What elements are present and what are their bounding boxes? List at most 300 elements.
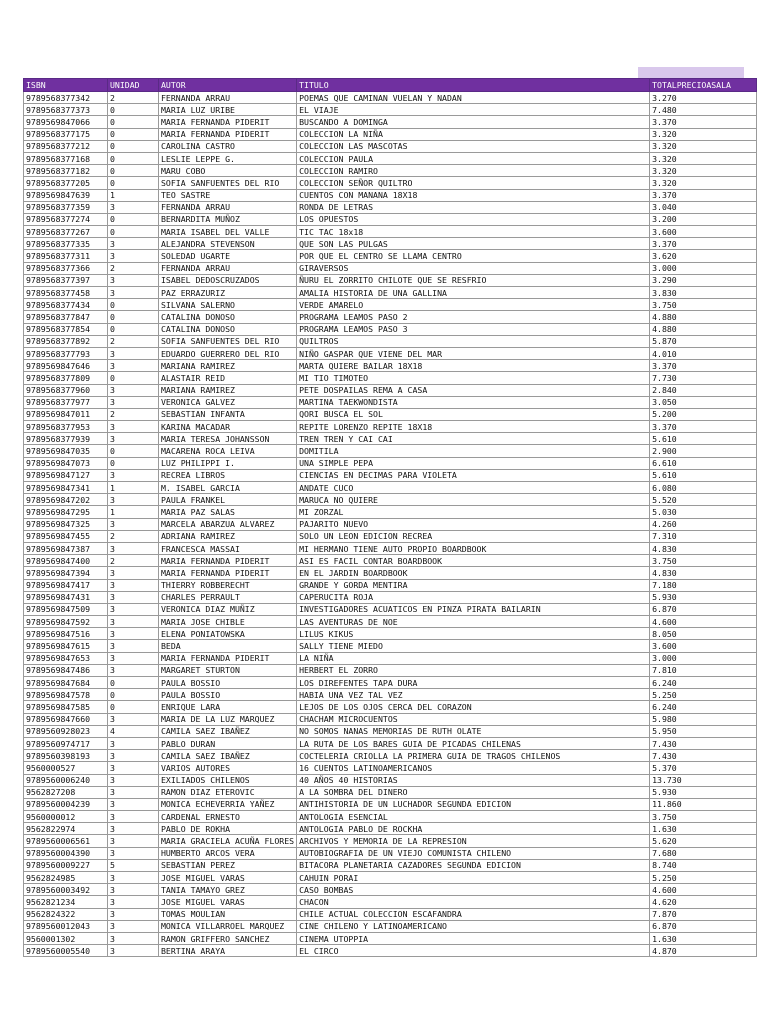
precio-cell[interactable]: 4.600 <box>650 884 757 896</box>
titulo-cell[interactable]: SOLO UN LEON EDICION RECREA <box>297 530 650 542</box>
titulo-cell[interactable]: ÑURU EL ZORRITO CHILOTE QUE SE RESFRIO <box>297 274 650 286</box>
precio-cell[interactable]: 5.980 <box>650 713 757 725</box>
precio-cell[interactable]: 5.950 <box>650 725 757 737</box>
isbn-cell[interactable]: 9789568377335 <box>24 238 108 250</box>
unidad-cell[interactable]: 2 <box>108 530 159 542</box>
unidad-cell[interactable]: 3 <box>108 579 159 591</box>
isbn-cell[interactable]: 9560000012 <box>24 811 108 823</box>
unidad-cell[interactable]: 3 <box>108 250 159 262</box>
titulo-cell[interactable]: BUSCANDO A DOMINGA <box>297 116 650 128</box>
autor-cell[interactable]: FERNANDA ARRAU <box>159 262 297 274</box>
precio-cell[interactable]: 3.750 <box>650 299 757 311</box>
unidad-cell[interactable]: 3 <box>108 360 159 372</box>
unidad-cell[interactable]: 2 <box>108 408 159 420</box>
precio-cell[interactable]: 5.620 <box>650 835 757 847</box>
autor-cell[interactable]: CATALINA DONOSO <box>159 323 297 335</box>
isbn-cell[interactable]: 9560000527 <box>24 762 108 774</box>
titulo-cell[interactable]: LA RUTA DE LOS BARES GUIA DE PICADAS CHILENAS <box>297 737 650 749</box>
titulo-cell[interactable]: HERBERT EL ZORRO <box>297 664 650 676</box>
unidad-cell[interactable]: 0 <box>108 457 159 469</box>
autor-cell[interactable]: MARGARET STURTON <box>159 664 297 676</box>
titulo-cell[interactable]: COLECCION SEÑOR QUILTRO <box>297 177 650 189</box>
autor-cell[interactable]: MARCELA ABARZUA ALVAREZ <box>159 518 297 530</box>
precio-cell[interactable]: 3.270 <box>650 92 757 104</box>
precio-cell[interactable]: 3.050 <box>650 396 757 408</box>
precio-cell[interactable]: 6.240 <box>650 701 757 713</box>
unidad-cell[interactable]: 3 <box>108 713 159 725</box>
precio-cell[interactable]: 4.880 <box>650 311 757 323</box>
isbn-cell[interactable]: 9789569847202 <box>24 494 108 506</box>
titulo-cell[interactable]: LAS AVENTURAS DE NOE <box>297 616 650 628</box>
autor-cell[interactable]: MARIA FERNANDA PIDERIT <box>159 652 297 664</box>
isbn-cell[interactable]: 9789560004239 <box>24 798 108 810</box>
isbn-cell[interactable]: 9562827208 <box>24 786 108 798</box>
precio-cell[interactable]: 3.370 <box>650 116 757 128</box>
titulo-cell[interactable]: DOMITILA <box>297 445 650 457</box>
unidad-cell[interactable]: 3 <box>108 872 159 884</box>
titulo-cell[interactable]: ANTOLOGIA PABLO DE ROCKHA <box>297 823 650 835</box>
titulo-cell[interactable]: LOS DIREFENTES TAPA DURA <box>297 677 650 689</box>
titulo-cell[interactable]: SALLY TIENE MIEDO <box>297 640 650 652</box>
titulo-cell[interactable]: CASO BOMBAS <box>297 884 650 896</box>
autor-cell[interactable]: MONICA ECHEVERRIA YAÑEZ <box>159 798 297 810</box>
precio-cell[interactable]: 3.750 <box>650 811 757 823</box>
precio-cell[interactable]: 3.320 <box>650 140 757 152</box>
titulo-cell[interactable]: 16 CUENTOS LATINOAMERICANOS <box>297 762 650 774</box>
isbn-cell[interactable]: 9789569847516 <box>24 628 108 640</box>
precio-cell[interactable]: 4.600 <box>650 616 757 628</box>
autor-cell[interactable]: THIERRY ROBBERECHT <box>159 579 297 591</box>
autor-cell[interactable]: BERTINA ARAYA <box>159 945 297 957</box>
autor-cell[interactable]: JOSE MIGUEL VARAS <box>159 872 297 884</box>
titulo-cell[interactable]: EL CIRCO <box>297 945 650 957</box>
titulo-cell[interactable]: CAPERUCITA ROJA <box>297 591 650 603</box>
precio-cell[interactable]: 3.320 <box>650 152 757 164</box>
autor-cell[interactable]: MARIA FERNANDA PIDERIT <box>159 555 297 567</box>
unidad-cell[interactable]: 3 <box>108 811 159 823</box>
unidad-cell[interactable]: 0 <box>108 213 159 225</box>
isbn-cell[interactable]: 9789560974717 <box>24 737 108 749</box>
isbn-cell[interactable]: 9789568377373 <box>24 104 108 116</box>
autor-cell[interactable]: SILVANA SALERNO <box>159 299 297 311</box>
precio-cell[interactable]: 5.030 <box>650 506 757 518</box>
isbn-cell[interactable]: 9789568377212 <box>24 140 108 152</box>
titulo-cell[interactable]: MI ZORZAL <box>297 506 650 518</box>
isbn-cell[interactable]: 9789568377205 <box>24 177 108 189</box>
titulo-cell[interactable]: TIC TAC 18x18 <box>297 226 650 238</box>
unidad-cell[interactable]: 2 <box>108 262 159 274</box>
autor-cell[interactable]: HUMBERTO ARCOS VERA <box>159 847 297 859</box>
titulo-cell[interactable]: MI HERMANO TIENE AUTO PROPIO BOARDBOOK <box>297 542 650 554</box>
autor-cell[interactable]: ALASTAIR REID <box>159 372 297 384</box>
titulo-cell[interactable]: PETE DOSPAILAS REMA A CASA <box>297 384 650 396</box>
isbn-cell[interactable]: 9789568377960 <box>24 384 108 396</box>
autor-cell[interactable]: MARIA FERNANDA PIDERIT <box>159 128 297 140</box>
titulo-cell[interactable]: AUTOBIOGRAFIA DE UN VIEJO COMUNISTA CHILENO <box>297 847 650 859</box>
isbn-cell[interactable]: 9789568377434 <box>24 299 108 311</box>
autor-cell[interactable]: FERNANDA ARRAU <box>159 201 297 213</box>
precio-cell[interactable]: 5.610 <box>650 433 757 445</box>
autor-cell[interactable]: MARIA GRACIELA ACUÑA FLORES <box>159 835 297 847</box>
precio-cell[interactable]: 7.430 <box>650 750 757 762</box>
isbn-cell[interactable]: 9789560928023 <box>24 725 108 737</box>
unidad-cell[interactable]: 3 <box>108 347 159 359</box>
unidad-cell[interactable]: 0 <box>108 323 159 335</box>
precio-cell[interactable]: 7.870 <box>650 908 757 920</box>
isbn-cell[interactable]: 9789568377366 <box>24 262 108 274</box>
isbn-cell[interactable]: 9789560004390 <box>24 847 108 859</box>
precio-cell[interactable]: 2.900 <box>650 445 757 457</box>
autor-cell[interactable]: PABLO DE ROKHA <box>159 823 297 835</box>
unidad-cell[interactable]: 3 <box>108 384 159 396</box>
autor-cell[interactable]: M. ISABEL GARCIA <box>159 482 297 494</box>
isbn-cell[interactable]: 9789560009227 <box>24 859 108 871</box>
precio-cell[interactable]: 2.840 <box>650 384 757 396</box>
titulo-cell[interactable]: NIÑO GASPAR QUE VIENE DEL MAR <box>297 347 650 359</box>
unidad-cell[interactable]: 0 <box>108 128 159 140</box>
isbn-cell[interactable]: 9789568377854 <box>24 323 108 335</box>
titulo-cell[interactable]: VERDE AMARELO <box>297 299 650 311</box>
precio-cell[interactable]: 11.860 <box>650 798 757 810</box>
unidad-cell[interactable]: 0 <box>108 116 159 128</box>
precio-cell[interactable]: 5.370 <box>650 762 757 774</box>
titulo-cell[interactable]: COLECCION RAMIRO <box>297 165 650 177</box>
precio-cell[interactable]: 13.730 <box>650 774 757 786</box>
autor-cell[interactable]: PAULA BOSSIO <box>159 689 297 701</box>
isbn-cell[interactable]: 9562824322 <box>24 908 108 920</box>
titulo-cell[interactable]: ANTOLOGIA ESENCIAL <box>297 811 650 823</box>
precio-cell[interactable]: 4.830 <box>650 567 757 579</box>
autor-cell[interactable]: CATALINA DONOSO <box>159 311 297 323</box>
autor-cell[interactable]: EDUARDO GUERRERO DEL RIO <box>159 347 297 359</box>
titulo-cell[interactable]: COLECCION LAS MASCOTAS <box>297 140 650 152</box>
precio-cell[interactable]: 6.240 <box>650 677 757 689</box>
isbn-cell[interactable]: 9789569847615 <box>24 640 108 652</box>
unidad-cell[interactable]: 3 <box>108 932 159 944</box>
isbn-cell[interactable]: 9562821234 <box>24 896 108 908</box>
titulo-cell[interactable]: CHILE ACTUAL COLECCION ESCAFANDRA <box>297 908 650 920</box>
titulo-cell[interactable]: COLECCION LA NIÑA <box>297 128 650 140</box>
precio-cell[interactable]: 1.630 <box>650 932 757 944</box>
autor-cell[interactable]: MARIA DE LA LUZ MARQUEZ <box>159 713 297 725</box>
unidad-cell[interactable]: 0 <box>108 701 159 713</box>
autor-cell[interactable]: MARIA FERNANDA PIDERIT <box>159 116 297 128</box>
precio-cell[interactable]: 3.320 <box>650 177 757 189</box>
autor-cell[interactable]: MARIANA RAMIREZ <box>159 360 297 372</box>
autor-cell[interactable]: MONICA VILLARROEL MARQUEZ <box>159 920 297 932</box>
unidad-cell[interactable]: 0 <box>108 372 159 384</box>
autor-cell[interactable]: ADRIANA RAMIREZ <box>159 530 297 542</box>
unidad-cell[interactable]: 0 <box>108 677 159 689</box>
isbn-cell[interactable]: 9789568377847 <box>24 311 108 323</box>
isbn-cell[interactable]: 9789569847486 <box>24 664 108 676</box>
isbn-cell[interactable]: 9789569847066 <box>24 116 108 128</box>
autor-cell[interactable]: CAMILA SAEZ IBAÑEZ <box>159 750 297 762</box>
precio-cell[interactable]: 3.370 <box>650 189 757 201</box>
precio-cell[interactable]: 6.870 <box>650 603 757 615</box>
isbn-cell[interactable]: 9789560003492 <box>24 884 108 896</box>
titulo-cell[interactable]: CUENTOS CON MANANA 18X18 <box>297 189 650 201</box>
isbn-cell[interactable]: 9789568377809 <box>24 372 108 384</box>
unidad-cell[interactable]: 2 <box>108 555 159 567</box>
titulo-cell[interactable]: RONDA DE LETRAS <box>297 201 650 213</box>
precio-cell[interactable]: 3.600 <box>650 226 757 238</box>
unidad-cell[interactable]: 3 <box>108 737 159 749</box>
autor-cell[interactable]: TANIA TAMAYO GREZ <box>159 884 297 896</box>
unidad-cell[interactable]: 3 <box>108 396 159 408</box>
autor-cell[interactable]: KARINA MACADAR <box>159 421 297 433</box>
isbn-cell[interactable]: 9789560398193 <box>24 750 108 762</box>
autor-cell[interactable]: EXILIADOS CHILENOS <box>159 774 297 786</box>
autor-cell[interactable]: PAZ ERRAZURIZ <box>159 287 297 299</box>
titulo-cell[interactable]: ARCHIVOS Y MEMORIA DE LA REPRESION <box>297 835 650 847</box>
unidad-cell[interactable]: 3 <box>108 433 159 445</box>
isbn-cell[interactable]: 9789569847011 <box>24 408 108 420</box>
isbn-cell[interactable]: 9789560012043 <box>24 920 108 932</box>
column-header-totalprecioasala[interactable]: TOTALPRECIOASALA <box>650 79 757 92</box>
autor-cell[interactable]: SOLEDAD UGARTE <box>159 250 297 262</box>
unidad-cell[interactable]: 3 <box>108 750 159 762</box>
autor-cell[interactable]: CAROLINA CASTRO <box>159 140 297 152</box>
titulo-cell[interactable]: PROGRAMA LEAMOS PASO 2 <box>297 311 650 323</box>
unidad-cell[interactable]: 3 <box>108 823 159 835</box>
titulo-cell[interactable]: CHACHAM MICROCUENTOS <box>297 713 650 725</box>
unidad-cell[interactable]: 0 <box>108 445 159 457</box>
column-header-isbn[interactable]: ISBN <box>24 79 108 92</box>
isbn-cell[interactable]: 9789569847400 <box>24 555 108 567</box>
unidad-cell[interactable]: 3 <box>108 421 159 433</box>
titulo-cell[interactable]: NO SOMOS NANAS MEMORIAS DE RUTH OLATE <box>297 725 650 737</box>
precio-cell[interactable]: 7.810 <box>650 664 757 676</box>
unidad-cell[interactable]: 3 <box>108 908 159 920</box>
titulo-cell[interactable]: GRANDE Y GORDA MENTIRA <box>297 579 650 591</box>
titulo-cell[interactable]: GIRAVERSOS <box>297 262 650 274</box>
precio-cell[interactable]: 5.520 <box>650 494 757 506</box>
precio-cell[interactable]: 7.730 <box>650 372 757 384</box>
isbn-cell[interactable]: 9789569847509 <box>24 603 108 615</box>
autor-cell[interactable]: JOSE MIGUEL VARAS <box>159 896 297 908</box>
titulo-cell[interactable]: HABIA UNA VEZ TAL VEZ <box>297 689 650 701</box>
isbn-cell[interactable]: 9789569847341 <box>24 482 108 494</box>
precio-cell[interactable]: 4.880 <box>650 323 757 335</box>
precio-cell[interactable]: 3.370 <box>650 421 757 433</box>
precio-cell[interactable]: 1.630 <box>650 823 757 835</box>
isbn-cell[interactable]: 9789569847127 <box>24 469 108 481</box>
autor-cell[interactable]: LESLIE LEPPE G. <box>159 152 297 164</box>
isbn-cell[interactable]: 9560001302 <box>24 932 108 944</box>
isbn-cell[interactable]: 9789568377793 <box>24 347 108 359</box>
precio-cell[interactable]: 6.870 <box>650 920 757 932</box>
titulo-cell[interactable]: POEMAS QUE CAMINAN VUELAN Y NADAN <box>297 92 650 104</box>
unidad-cell[interactable]: 3 <box>108 945 159 957</box>
isbn-cell[interactable]: 9789569847394 <box>24 567 108 579</box>
isbn-cell[interactable]: 9789568377939 <box>24 433 108 445</box>
titulo-cell[interactable]: LILUS KIKUS <box>297 628 650 640</box>
titulo-cell[interactable]: CINEMA UTOPPIA <box>297 932 650 944</box>
isbn-cell[interactable]: 9789568377892 <box>24 335 108 347</box>
unidad-cell[interactable]: 0 <box>108 165 159 177</box>
unidad-cell[interactable]: 3 <box>108 835 159 847</box>
isbn-cell[interactable]: 9789568377359 <box>24 201 108 213</box>
autor-cell[interactable]: VERONICA GALVEZ <box>159 396 297 408</box>
autor-cell[interactable]: FRANCESCA MASSAI <box>159 542 297 554</box>
titulo-cell[interactable]: TREN TREN Y CAI CAI <box>297 433 650 445</box>
isbn-cell[interactable]: 9789569847578 <box>24 689 108 701</box>
unidad-cell[interactable]: 3 <box>108 494 159 506</box>
isbn-cell[interactable]: 9789569847684 <box>24 677 108 689</box>
titulo-cell[interactable]: BITACORA PLANETARIA CAZADORES SEGUNDA EDICION <box>297 859 650 871</box>
autor-cell[interactable]: MARIANA RAMIREZ <box>159 384 297 396</box>
precio-cell[interactable]: 3.750 <box>650 555 757 567</box>
titulo-cell[interactable]: AMALIA HISTORIA DE UNA GALLINA <box>297 287 650 299</box>
autor-cell[interactable]: LUZ PHILIPPI I. <box>159 457 297 469</box>
titulo-cell[interactable]: MARUCA NO QUIERE <box>297 494 650 506</box>
autor-cell[interactable]: MARU COBO <box>159 165 297 177</box>
unidad-cell[interactable]: 3 <box>108 287 159 299</box>
autor-cell[interactable]: TEO SASTRE <box>159 189 297 201</box>
autor-cell[interactable]: FERNANDA ARRAU <box>159 92 297 104</box>
autor-cell[interactable]: PAULA BOSSIO <box>159 677 297 689</box>
precio-cell[interactable]: 5.250 <box>650 689 757 701</box>
titulo-cell[interactable]: POR QUE EL CENTRO SE LLAMA CENTRO <box>297 250 650 262</box>
isbn-cell[interactable]: 9789569847295 <box>24 506 108 518</box>
autor-cell[interactable]: SEBASTIAN PEREZ <box>159 859 297 871</box>
autor-cell[interactable]: ENRIQUE LARA <box>159 701 297 713</box>
autor-cell[interactable]: MARIA PAZ SALAS <box>159 506 297 518</box>
autor-cell[interactable]: CAMILA SAEZ IBAÑEZ <box>159 725 297 737</box>
autor-cell[interactable]: MARIA JOSE CHIBLE <box>159 616 297 628</box>
precio-cell[interactable]: 5.200 <box>650 408 757 420</box>
unidad-cell[interactable]: 2 <box>108 92 159 104</box>
precio-cell[interactable]: 3.830 <box>650 287 757 299</box>
titulo-cell[interactable]: CAHUIN PORAI <box>297 872 650 884</box>
unidad-cell[interactable]: 4 <box>108 725 159 737</box>
titulo-cell[interactable]: ANTIHISTORIA DE UN LUCHADOR SEGUNDA EDICION <box>297 798 650 810</box>
unidad-cell[interactable]: 3 <box>108 567 159 579</box>
autor-cell[interactable]: CARDENAL ERNESTO <box>159 811 297 823</box>
unidad-cell[interactable]: 3 <box>108 628 159 640</box>
precio-cell[interactable]: 7.310 <box>650 530 757 542</box>
unidad-cell[interactable]: 3 <box>108 896 159 908</box>
titulo-cell[interactable]: 40 AÑOS 40 HISTORIAS <box>297 774 650 786</box>
isbn-cell[interactable]: 9789568377342 <box>24 92 108 104</box>
unidad-cell[interactable]: 3 <box>108 774 159 786</box>
titulo-cell[interactable]: LOS OPUESTOS <box>297 213 650 225</box>
precio-cell[interactable]: 3.200 <box>650 213 757 225</box>
titulo-cell[interactable]: INVESTIGADORES ACUATICOS EN PINZA PIRATA BAILARIN <box>297 603 650 615</box>
isbn-cell[interactable]: 9789569847653 <box>24 652 108 664</box>
titulo-cell[interactable]: QORI BUSCA EL SOL <box>297 408 650 420</box>
autor-cell[interactable]: TOMAS MOULIAN <box>159 908 297 920</box>
isbn-cell[interactable]: 9789569847585 <box>24 701 108 713</box>
isbn-cell[interactable]: 9789569847035 <box>24 445 108 457</box>
unidad-cell[interactable]: 3 <box>108 664 159 676</box>
isbn-cell[interactable]: 9789569847387 <box>24 542 108 554</box>
isbn-cell[interactable]: 9789560005540 <box>24 945 108 957</box>
autor-cell[interactable]: MARIA LUZ URIBE <box>159 104 297 116</box>
titulo-cell[interactable]: CINE CHILENO Y LATINOAMERICANO <box>297 920 650 932</box>
autor-cell[interactable]: ALEJANDRA STEVENSON <box>159 238 297 250</box>
precio-cell[interactable]: 3.370 <box>650 238 757 250</box>
unidad-cell[interactable]: 3 <box>108 786 159 798</box>
titulo-cell[interactable]: LEJOS DE LOS OJOS CERCA DEL CORAZON <box>297 701 650 713</box>
precio-cell[interactable]: 4.010 <box>650 347 757 359</box>
isbn-cell[interactable]: 9789568377274 <box>24 213 108 225</box>
unidad-cell[interactable]: 3 <box>108 762 159 774</box>
titulo-cell[interactable]: PROGRAMA LEAMOS PASO 3 <box>297 323 650 335</box>
unidad-cell[interactable]: 5 <box>108 859 159 871</box>
isbn-cell[interactable]: 9789569847325 <box>24 518 108 530</box>
precio-cell[interactable]: 5.930 <box>650 591 757 603</box>
autor-cell[interactable]: SEBASTIAN INFANTA <box>159 408 297 420</box>
titulo-cell[interactable]: REPITE LORENZO REPITE 18X18 <box>297 421 650 433</box>
titulo-cell[interactable]: QUILTROS <box>297 335 650 347</box>
isbn-cell[interactable]: 9789560006240 <box>24 774 108 786</box>
unidad-cell[interactable]: 0 <box>108 140 159 152</box>
titulo-cell[interactable]: MI TIO TIMOTEO <box>297 372 650 384</box>
autor-cell[interactable]: RAMON GRIFFERO SANCHEZ <box>159 932 297 944</box>
isbn-cell[interactable]: 9789568377977 <box>24 396 108 408</box>
isbn-cell[interactable]: 9789569847592 <box>24 616 108 628</box>
unidad-cell[interactable]: 3 <box>108 542 159 554</box>
unidad-cell[interactable]: 0 <box>108 104 159 116</box>
isbn-cell[interactable]: 9789568377397 <box>24 274 108 286</box>
column-header-titulo[interactable]: TITULO <box>297 79 650 92</box>
unidad-cell[interactable]: 0 <box>108 226 159 238</box>
unidad-cell[interactable]: 0 <box>108 152 159 164</box>
precio-cell[interactable]: 3.620 <box>650 250 757 262</box>
unidad-cell[interactable]: 3 <box>108 847 159 859</box>
unidad-cell[interactable]: 0 <box>108 311 159 323</box>
isbn-cell[interactable]: 9789568377458 <box>24 287 108 299</box>
isbn-cell[interactable]: 9789568377953 <box>24 421 108 433</box>
isbn-cell[interactable]: 9789569847639 <box>24 189 108 201</box>
unidad-cell[interactable]: 3 <box>108 518 159 530</box>
precio-cell[interactable]: 3.290 <box>650 274 757 286</box>
precio-cell[interactable]: 8.740 <box>650 859 757 871</box>
titulo-cell[interactable]: EL VIAJE <box>297 104 650 116</box>
isbn-cell[interactable]: 9789569847073 <box>24 457 108 469</box>
unidad-cell[interactable]: 3 <box>108 640 159 652</box>
unidad-cell[interactable]: 3 <box>108 469 159 481</box>
unidad-cell[interactable]: 3 <box>108 274 159 286</box>
isbn-cell[interactable]: 9789568377182 <box>24 165 108 177</box>
unidad-cell[interactable]: 3 <box>108 591 159 603</box>
precio-cell[interactable]: 7.430 <box>650 737 757 749</box>
precio-cell[interactable]: 4.620 <box>650 896 757 908</box>
isbn-cell[interactable]: 9789568377168 <box>24 152 108 164</box>
precio-cell[interactable]: 3.320 <box>650 128 757 140</box>
precio-cell[interactable]: 3.000 <box>650 652 757 664</box>
precio-cell[interactable]: 3.040 <box>650 201 757 213</box>
unidad-cell[interactable]: 0 <box>108 177 159 189</box>
autor-cell[interactable]: MARIA ISABEL DEL VALLE <box>159 226 297 238</box>
autor-cell[interactable]: ISABEL DEDOSCRUZADOS <box>159 274 297 286</box>
precio-cell[interactable]: 7.480 <box>650 104 757 116</box>
autor-cell[interactable]: ELENA PONIATOWSKA <box>159 628 297 640</box>
unidad-cell[interactable]: 3 <box>108 201 159 213</box>
precio-cell[interactable]: 3.000 <box>650 262 757 274</box>
titulo-cell[interactable]: ASI ES FACIL CONTAR BOARDBOOK <box>297 555 650 567</box>
autor-cell[interactable]: MARIA FERNANDA PIDERIT <box>159 567 297 579</box>
autor-cell[interactable]: SOFIA SANFUENTES DEL RIO <box>159 335 297 347</box>
precio-cell[interactable]: 4.830 <box>650 542 757 554</box>
isbn-cell[interactable]: 9789569847417 <box>24 579 108 591</box>
unidad-cell[interactable]: 3 <box>108 238 159 250</box>
column-header-unidad[interactable]: UNIDAD <box>108 79 159 92</box>
isbn-cell[interactable]: 9789568377175 <box>24 128 108 140</box>
autor-cell[interactable]: CHARLES PERRAULT <box>159 591 297 603</box>
